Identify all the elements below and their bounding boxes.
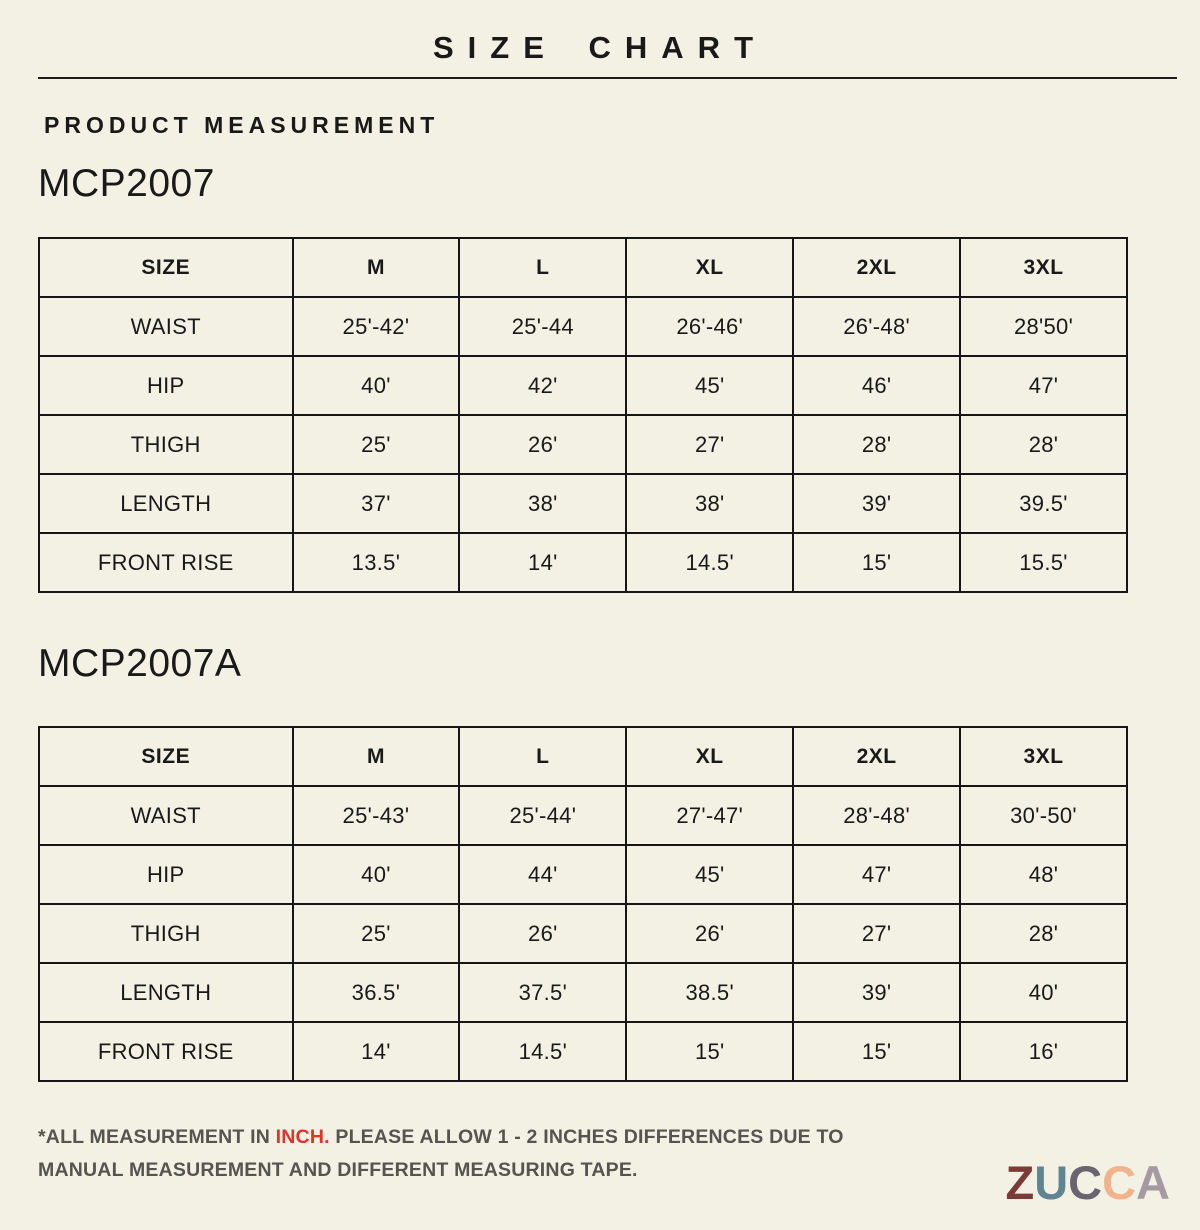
value-cell: 16' xyxy=(960,1022,1127,1081)
value-cell: 25' xyxy=(293,904,460,963)
table-row xyxy=(39,415,1127,474)
row-label-cell: FRONT RISE xyxy=(39,1022,293,1081)
row-label-cell: LENGTH xyxy=(39,474,293,533)
header-cell: L xyxy=(459,238,626,297)
table-row xyxy=(39,297,1127,356)
value-cell: 26' xyxy=(459,415,626,474)
value-cell: 28' xyxy=(960,904,1127,963)
page-subtitle: PRODUCT MEASUREMENT xyxy=(44,111,440,138)
row-label-cell: LENGTH xyxy=(39,963,293,1022)
value-cell: 28' xyxy=(960,415,1127,474)
value-cell: 47' xyxy=(960,356,1127,415)
footer-note-prefix: *ALL MEASUREMENT IN xyxy=(38,1126,276,1148)
table-row xyxy=(39,1022,1127,1081)
value-cell: 48' xyxy=(960,845,1127,904)
value-cell: 45' xyxy=(626,845,793,904)
value-cell: 26'-48' xyxy=(793,297,960,356)
value-cell: 38' xyxy=(459,474,626,533)
value-cell: 25'-44' xyxy=(459,786,626,845)
brand-logo xyxy=(1005,1156,1170,1209)
value-cell: 28' xyxy=(793,415,960,474)
value-cell: 40' xyxy=(293,845,460,904)
product-section xyxy=(38,641,1162,1082)
value-cell: 37.5' xyxy=(459,963,626,1022)
value-cell: 25'-43' xyxy=(293,786,460,845)
header-cell: 2XL xyxy=(793,727,960,786)
value-cell: 38.5' xyxy=(626,963,793,1022)
header-cell: SIZE xyxy=(39,727,293,786)
value-cell: 30'-50' xyxy=(960,786,1127,845)
value-cell: 26'-46' xyxy=(626,297,793,356)
value-cell: 15' xyxy=(626,1022,793,1081)
logo-letter: C xyxy=(1102,1156,1137,1209)
value-cell: 25'-42' xyxy=(293,297,460,356)
value-cell: 38' xyxy=(626,474,793,533)
table-header-row xyxy=(39,238,1127,297)
logo-letter: A xyxy=(1136,1156,1170,1209)
footer xyxy=(38,1102,1170,1207)
row-label-cell: THIGH xyxy=(39,904,293,963)
sections-container xyxy=(38,161,1162,1083)
value-cell: 27' xyxy=(626,415,793,474)
logo-letter: Z xyxy=(1005,1156,1035,1209)
table-row xyxy=(39,845,1127,904)
table-row xyxy=(39,786,1127,845)
header-cell: SIZE xyxy=(39,238,293,297)
value-cell: 40' xyxy=(960,963,1127,1022)
value-cell: 14.5' xyxy=(626,533,793,592)
value-cell: 14' xyxy=(293,1022,460,1081)
row-label-cell: WAIST xyxy=(39,297,293,356)
product-section xyxy=(38,161,1162,594)
value-cell: 15.5' xyxy=(960,533,1127,592)
header-cell: L xyxy=(459,727,626,786)
value-cell: 39.5' xyxy=(960,474,1127,533)
value-cell: 25' xyxy=(293,415,460,474)
value-cell: 42' xyxy=(459,356,626,415)
value-cell: 28'-48' xyxy=(793,786,960,845)
value-cell: 25'-44 xyxy=(459,297,626,356)
value-cell: 27'-47' xyxy=(626,786,793,845)
table-row xyxy=(39,904,1127,963)
value-cell: 39' xyxy=(793,474,960,533)
table-row xyxy=(39,533,1127,592)
value-cell: 27' xyxy=(793,904,960,963)
footer-note-suffix: PLEASE ALLOW 1 - 2 INCHES DIFFERENCES DUE TO MANUAL MEASUREMENT AND DIFFERENT MEASURING TAPE. xyxy=(38,1126,844,1181)
row-label-cell: WAIST xyxy=(39,786,293,845)
header-cell: M xyxy=(293,238,460,297)
section-heading: MCP2007A xyxy=(38,642,242,686)
header-cell: 3XL xyxy=(960,238,1127,297)
inch-highlight: INCH. xyxy=(275,1126,330,1148)
value-cell: 40' xyxy=(293,356,460,415)
table-row xyxy=(39,963,1127,1022)
size-table xyxy=(38,237,1128,593)
value-cell: 47' xyxy=(793,845,960,904)
value-cell: 37' xyxy=(293,474,460,533)
value-cell: 15' xyxy=(793,533,960,592)
value-cell: 26' xyxy=(626,904,793,963)
table-row xyxy=(39,474,1127,533)
title-divider xyxy=(38,77,1177,79)
size-table xyxy=(38,726,1128,1082)
value-cell: 15' xyxy=(793,1022,960,1081)
value-cell: 14' xyxy=(459,533,626,592)
value-cell: 13.5' xyxy=(293,533,460,592)
value-cell: 14.5' xyxy=(459,1022,626,1081)
header-cell: M xyxy=(293,727,460,786)
size-chart-page xyxy=(0,30,1200,1209)
header-cell: XL xyxy=(626,727,793,786)
logo-letter: C xyxy=(1068,1156,1103,1209)
value-cell: 26' xyxy=(459,904,626,963)
table-header-row xyxy=(39,727,1127,786)
table-row xyxy=(39,356,1127,415)
page-title: SIZE CHART xyxy=(433,30,767,65)
value-cell: 36.5' xyxy=(293,963,460,1022)
header-cell: XL xyxy=(626,238,793,297)
value-cell: 28'50' xyxy=(960,297,1127,356)
row-label-cell: THIGH xyxy=(39,415,293,474)
value-cell: 46' xyxy=(793,356,960,415)
value-cell: 45' xyxy=(626,356,793,415)
row-label-cell: HIP xyxy=(39,356,293,415)
row-label-cell: FRONT RISE xyxy=(39,533,293,592)
header-cell: 3XL xyxy=(960,727,1127,786)
value-cell: 44' xyxy=(459,845,626,904)
logo-letter: U xyxy=(1034,1156,1069,1209)
header-cell: 2XL xyxy=(793,238,960,297)
row-label-cell: HIP xyxy=(39,845,293,904)
section-heading: MCP2007 xyxy=(38,161,215,205)
footer-note xyxy=(38,1121,853,1187)
value-cell: 39' xyxy=(793,963,960,1022)
